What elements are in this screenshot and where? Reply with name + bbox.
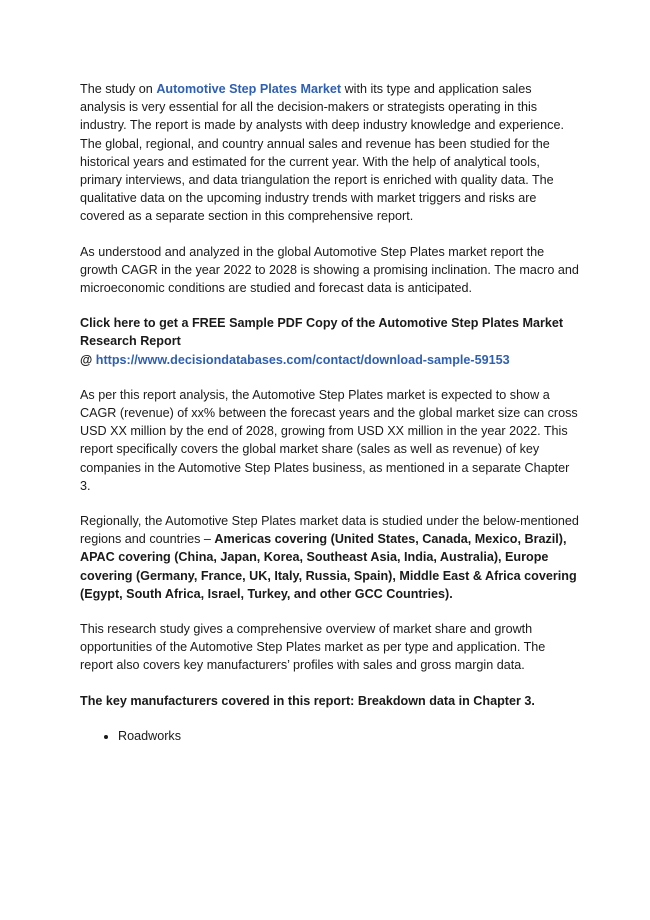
sample-paragraph (80, 314, 580, 369)
manufacturers-list (80, 727, 580, 745)
at-symbol: @ (80, 352, 96, 367)
market-link[interactable]: Automotive Step Plates Market (156, 82, 342, 96)
overview-paragraph: This research study gives a comprehensive overview of market share and growth opportunities of the Automotive Step Plates market as per type and application. The report also covers key manufacturers’ profiles with sales and gross margin data. (80, 622, 546, 673)
regions-intro: Regionally, the Automotive Step Plates market data is studied under the below-mentioned regions and countries – (80, 514, 579, 547)
list-item: • Roadworks (118, 727, 580, 745)
intro-paragraph (80, 80, 580, 226)
sample-cta-text: Click here to get a FREE Sample PDF Copy of the Automotive Step Plates Market Research Report (80, 316, 564, 349)
regions-paragraph (80, 512, 580, 603)
intro-text-start: The study on (80, 82, 157, 96)
cagr-paragraph: As per this report analysis, the Automotive Step Plates market is expected to show a CAGR (revenue) of xx% between the forecast years and the global market size can cross USD XX million by the end of 2028, growing from USD XX million in the year 2022. This report specifically covers the global market share (sales as well as revenue) of key companies in the Automotive Step Plates business, as mentioned in a separate Chapter 3. (80, 387, 578, 493)
growth-paragraph: As understood and analyzed in the global Automotive Step Plates market report the growth CAGR in the year 2022 to 2028 is showing a promising inclination. The macro and microeconomic conditions are studied and forecast data is anticipated. (80, 244, 579, 296)
manufacturers-heading: The key manufacturers covered in this report: Breakdown data in Chapter 3. (80, 693, 535, 708)
regions-list: Americas covering (United States, Canada, Mexico, Brazil), APAC covering (China, Japan, Korea, Southeast Asia, India, Australia), Europe covering (Germany, France, UK, Italy, Russia, Spain), Middle East & Africa covering (Egypt, South Africa, Israel, Turkey, and other GCC Countries). (80, 532, 577, 601)
sample-download-link[interactable]: https://www.decisiondatabases.com/contact/download-sample-59153 (95, 352, 510, 367)
intro-text-rest: with its type and application sales analysis is very essential for all the decision-makers or strategists operating in this industry. The report is made by analysts with deep industry knowledge and experience. The global, regional, and country annual sales and revenue has been studied for the historical years and estimated for the current year. With the help of analytical tools, primary interviews, and data triangulation the report is enriched with quality data. The qualitative data on the upcoming industry trends with market triggers and risks are covered as a separate section in this comprehensive report. (80, 82, 564, 224)
